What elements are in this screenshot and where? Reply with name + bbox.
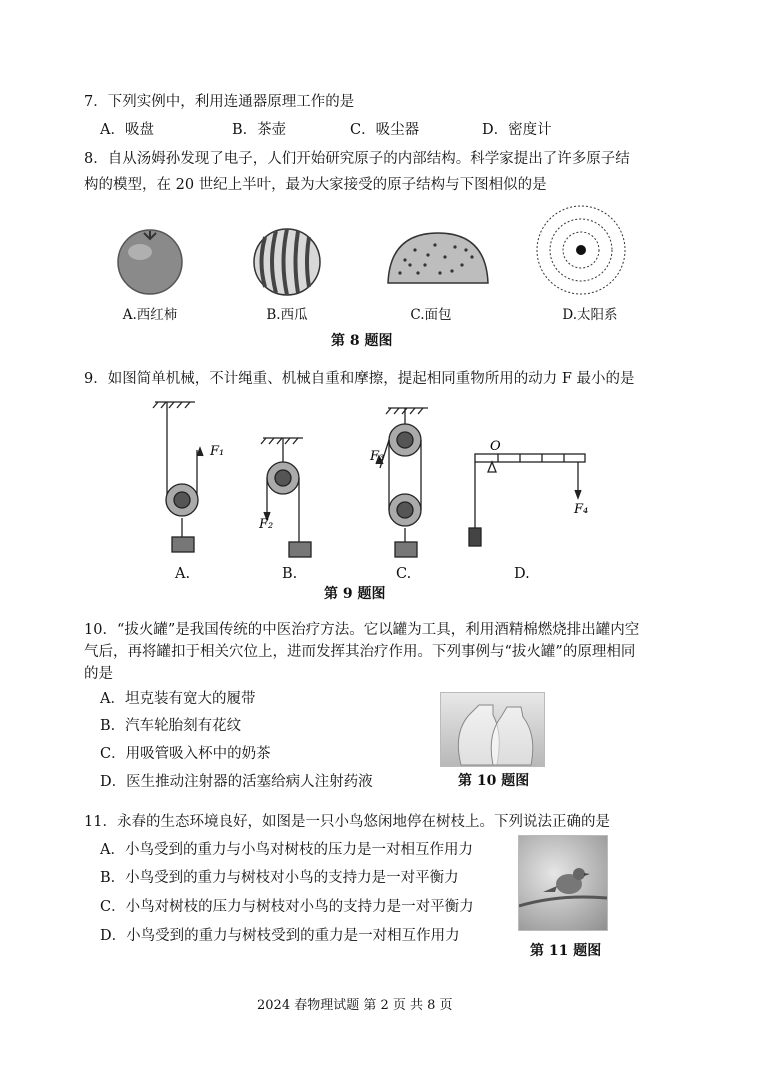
q7-stem: 7．下列实例中，利用连通器原理工作的是 <box>84 94 355 110</box>
q9-figure <box>140 400 610 560</box>
q8-stem-line1: 8．自从汤姆孙发现了电子，人们开始研究原子的内部结构。科学家提出了许多原子结 <box>84 151 630 167</box>
q9-caption-b: B. <box>282 566 298 582</box>
q10-option-b: B．汽车轮胎刻有花纹 <box>100 718 242 734</box>
q11-option-d: D．小鸟受到的重力与树枝受到的重力是一对相互作用力 <box>100 928 460 944</box>
bird-image <box>519 836 607 930</box>
q10-stem-line2: 气后，再将罐扣于相关穴位上，进而发挥其治疗作用。下列事例与“拔火罐”的原理相同 <box>84 644 636 660</box>
q11-option-b: B．小鸟受到的重力与树枝对小鸟的支持力是一对平衡力 <box>100 870 459 886</box>
q10-option-c: C．用吸管吸入杯中的奶茶 <box>100 746 271 762</box>
force-label-f2: F₂ <box>259 517 274 532</box>
q7-option-a: A．吸盘 <box>100 122 154 138</box>
q10-option-a: A．坦克装有宽大的履带 <box>100 691 256 707</box>
q10-option-d: D．医生推动注射器的活塞给病人注射药液 <box>100 774 373 790</box>
q8-caption-d: D.太阳系 <box>562 307 618 323</box>
q9-caption-c: C. <box>396 566 412 582</box>
bread-image <box>388 233 488 283</box>
q7-option-d: D．密度计 <box>482 122 552 138</box>
q10-stem-line1: 10．“拔火罐”是我国传统的中医治疗方法。它以罐为工具，利用酒精棉燃烧排出罐内空 <box>84 622 640 638</box>
bird-photo <box>518 835 608 931</box>
force-label-f3: F₃ <box>370 449 385 464</box>
q11-option-c: C．小鸟对树枝的压力与树枝对小鸟的支持力是一对平衡力 <box>100 899 474 915</box>
q7-option-c: C．吸尘器 <box>350 122 420 138</box>
pivot-label: O <box>490 439 501 454</box>
q8-caption-c: C.面包 <box>410 307 452 323</box>
q8-stem-line2: 构的模型，在 20 世纪上半叶，最为大家接受的原子结构与下图相似的是 <box>84 177 547 193</box>
watermelon-image <box>254 229 320 295</box>
machine-c <box>376 408 428 557</box>
q9-stem: 9．如图简单机械，不计绳重、机械自重和摩擦，提起相同重物所用的动力 F 最小的是 <box>84 371 635 387</box>
q8-figure-caption: 第 8 题图 <box>331 333 393 349</box>
cupping-photo <box>440 692 545 767</box>
cupping-jars-image <box>441 693 544 766</box>
q8-caption-a: A.西红柿 <box>122 307 178 323</box>
force-label-f1: F₁ <box>210 444 225 459</box>
q9-figure-caption: 第 9 题图 <box>324 586 386 602</box>
machine-a <box>153 402 203 552</box>
q8-caption-b: B.西瓜 <box>266 307 308 323</box>
page-footer: 2024 春物理试题 第 2 页 共 8 页 <box>257 998 453 1013</box>
q11-stem: 11．永春的生态环境良好，如图是一只小鸟悠闲地停在树枝上。下列说法正确的是 <box>84 814 610 830</box>
q10-figure-caption: 第 10 题图 <box>458 773 530 789</box>
force-label-f4: F₄ <box>574 502 589 517</box>
q9-caption-d: D. <box>514 566 530 582</box>
q11-option-a: A．小鸟受到的重力与小鸟对树枝的压力是一对相互作用力 <box>100 842 473 858</box>
q8-figure <box>100 205 660 310</box>
q11-figure-caption: 第 11 题图 <box>530 943 602 959</box>
q7-option-b: B．茶壶 <box>232 122 287 138</box>
q9-caption-a: A. <box>175 566 191 582</box>
machine-d <box>469 454 585 546</box>
q10-stem-line3: 的是 <box>84 666 113 682</box>
tomato-image <box>118 230 182 294</box>
machine-b <box>261 438 311 557</box>
